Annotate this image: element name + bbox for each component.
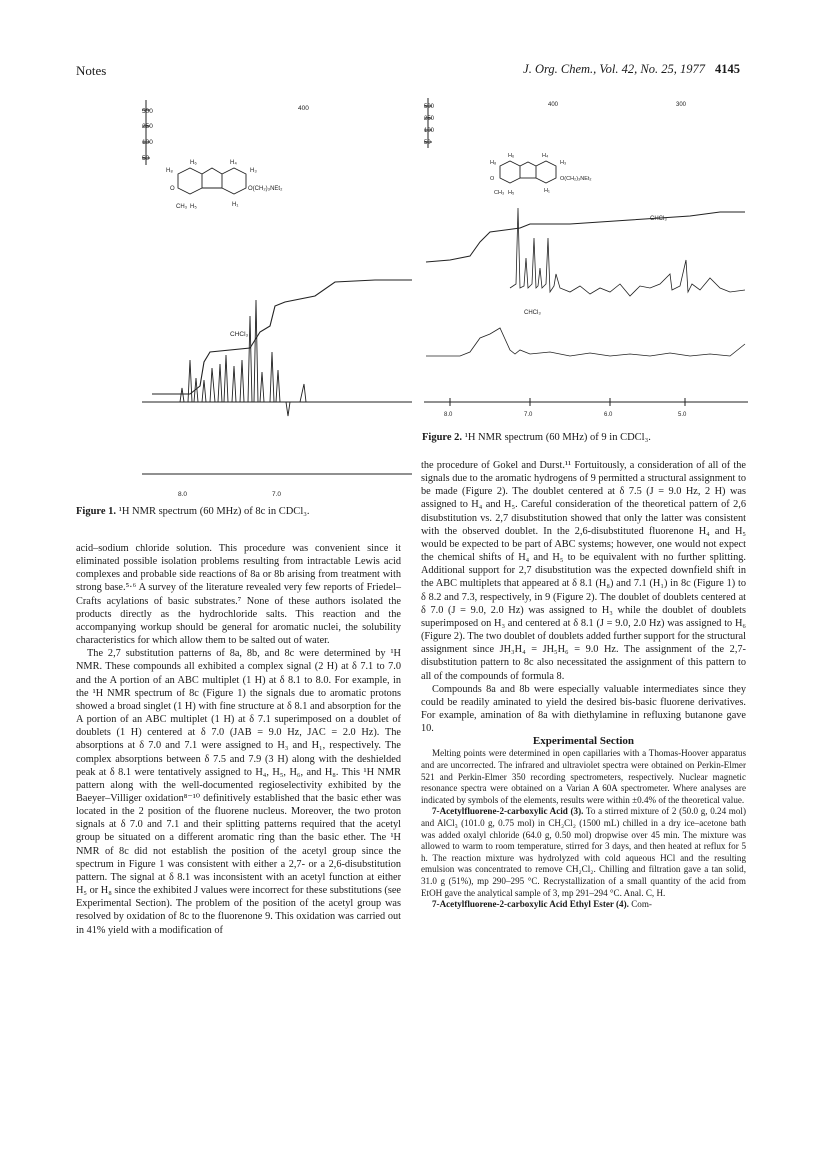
structure-label: H₅ — [190, 204, 197, 210]
figure-1-caption — [76, 505, 406, 518]
structure-label: O — [490, 176, 495, 182]
structure-label: H₁ — [232, 202, 239, 208]
structure-label: H₁ — [544, 188, 550, 194]
axis-tick-label: 7.0 — [272, 491, 282, 498]
running-head-section: Notes — [76, 63, 107, 78]
figure-1-spectrum — [120, 90, 420, 500]
structure-label: CH₃ — [494, 190, 505, 196]
frequency-label: 400 — [298, 105, 309, 112]
caption-text: ¹H NMR spectrum (60 MHz) of 9 in CDCl₃. — [464, 432, 651, 443]
structure-label: H₄ — [542, 153, 549, 159]
experimental-paragraph — [421, 899, 746, 911]
caption-label: Figure 2. — [422, 432, 463, 443]
journal-citation: J. Org. Chem., Vol. 42, No. 25, 1977 — [523, 62, 705, 76]
nmr-spectrum-2-svg — [420, 88, 750, 428]
solvent-peak-label: CHCl₃ — [650, 216, 667, 222]
section-heading: Experimental Section — [532, 735, 635, 748]
scale-label: 500 — [424, 104, 435, 110]
paragraph: the procedure of Gokel and Durst.¹¹ Fortuitously, a consideration of all of the signals due to the aromatic hydrogens of 9 permitted a structural assignment to be made (Figure 2). The doublet centered at δ 7.5 (J = 9.0 Hz, 2 H) was assigned to H₄ and H₅. Careful consideration of the theoretical pattern of 2,6 disubstitution vs. 2,7 disubstitution showed that only the latter was consistent with the observed doublet. In the 2,6-disubstituted fluorenone H₄ and H₅ would be expected to be part of ABC systems; however, one would not expect the chemical shifts of H₄ and H₅ to be equivalent with no further splitting. Additional support for 2,7 disubstitution was the expected downfield shift in the ABC multiplets that appeared at δ 8.1 (H₈) and 7.1 (H₁) in 8c (Figure 1) to δ 8.2 and 7.3, respectively, in 9 (Figure 2). The doublet of doublets centered at δ 7.0 (J = 9.0, 2.0 Hz) was assigned to H₃ while the doublet of doublets superimposed on H₃ and centered at δ 8.1 (J = 9.0, 2.0 Hz) was assigned to H₆ (Figure 2). The two doublet of doublets added further support for the structural assignment since JH₃H₄ = JH₅H₆ = 9.0 Hz. The assignment of the 2,7-disubstitution pattern to 8c also necessitated the assignment of this pattern to all of the compounds of formula 8. — [421, 460, 746, 682]
solvent-peak-label: CHCl₃ — [524, 310, 541, 316]
procedure-text: Com- — [631, 899, 652, 910]
scale-label: 100 — [424, 128, 435, 134]
structure-label: H₆ — [508, 153, 515, 159]
paragraph: acid–sodium chloride solution. This procedure was convenient since it eliminated possible isolation problems resulting from intractable Lewis acid complexes and probable side reactions of 8a or 8b arising from treatment with strong base.⁵·⁶ A survey of the literature revealed very few reports of Friedel–Crafts acylations of basic substrates.⁷ None of these authors isolated the products directly as the hydrochloride salts. This reaction and the accompanying workup should be general for aromatic nuclei, the solubility characteristics for which allow them to be salted out of water. — [76, 543, 401, 647]
axis-tick-label: 8.0 — [178, 491, 188, 498]
paragraph: The 2,7 substitution patterns of 8a, 8b, and 8c were determined by ¹H NMR. These compounds all exhibited a complex signal (2 H) at δ 7.1 to 7.0 and the A portion of an ABC multiplet (1 H) at δ 8.1 to 8.0. For example, in the ¹H NMR spectrum of 8c (Figure 1) the signals due to aromatic protons showed a broad singlet (1 H) with fine structure at δ 8.1 and absorption for the A portion of an ABC multiplet (1 H) at δ 7.1 superimposed on a doublet of doublets (1 H) centered at δ 7.0 (JAB = 9.0 Hz, JAC = 2.0 Hz). The absorptions at δ 7.0 and 7.1 were assigned to H₃ and H₁, respectively. The complex absorptions between δ 7.5 and 7.9 (3 H) along with the deshielded peak at δ 8.1 were tentatively assigned to H₄, H₅, H₆, and H₈. This ¹H NMR pattern along with the well-documented regioselectivity exhibited by the Baeyer–Villiger oxidation⁸⁻¹⁰ definitively established that the basic ether was located in the 2 position of the fluorene nucleus. Moreover, the two proton signals at δ 7.0 and 7.1 and their splitting patterns required that the acetyl group be situated on a different aromatic ring than the basic ether. The ¹H NMR of 8c did not establish the position of the acetyl group since the spectrum in Figure 1 was consistent with either a 2,7- or a 2,6-disubstitution pattern. The signal at δ 8.1 was inconsistent with an acetyl function at either H₅ or H₈ since the exhibited J values were incorrect for these substitutions (see Experimental Section). The problem of the position of the acetyl group was resolved by oxidation of 8c to the fluorenone 9. This oxidation was carried out in 41% yield with a modification of — [76, 648, 401, 936]
structure-label: H₃ — [250, 168, 257, 174]
compound-heading: 7-Acetylfluorene-2-carboxylic Acid (3). — [432, 806, 584, 817]
experimental-paragraph — [421, 806, 746, 899]
caption-text: ¹H NMR spectrum (60 MHz) of 8c in CDCl₃. — [118, 506, 310, 517]
structure-label: H₅ — [508, 190, 515, 196]
page-number: 4145 — [715, 62, 740, 76]
structure-label: H₄ — [230, 160, 237, 166]
experimental-paragraph: Melting points were determined in open capillaries with a Thomas-Hoover apparatus and are uncorrected. The infrared and ultraviolet spectra were obtained on Perkin-Elmer 521 and Perkin-Elmer 350 recording spectrometers, respectively. Nuclear magnetic resonance spectra were obtained on a Varian A 60A spectrometer. Where analyses are indicated by symbols of the elements, results were within ±0.4% of the theoretical value. — [421, 748, 746, 805]
procedure-text: To a stirred mixture of 2 (50.0 g, 0.24 mol) and AlCl₃ (101.0 g, 0.75 mol) in CH₂Cl₂ (1500 mL) chilled in a dry ice–acetone bath was added oxalyl chloride (64.0 g, 0.50 mol) dropwise over 45 min. The mixture was allowed to warm to room temperature, stirred for 3 days, and then heated at reflux for 5 h. The reaction mixture was hydrolyzed with cold aqueous HCl and the resulting emulsion was concentrated to remove CH₂Cl₂. Chilling and filtration gave a tan solid, 31.0 g (51%), mp 290–295 °C. Recrystallization of a small quantity of the acid from EtOH gave the analytical sample of 3, mp 291–294 °C. Anal. C, H. — [421, 806, 746, 898]
scale-label: 250 — [424, 116, 435, 122]
structure-label: O(CH₂)₃NEt₂ — [248, 186, 283, 192]
right-text-column — [421, 459, 746, 911]
running-head-journal — [523, 62, 740, 77]
compound-heading: 7-Acetylfluorene-2-carboxylic Acid Ethyl Ester (4). — [432, 899, 629, 910]
fluorene-structure-1 — [178, 168, 246, 194]
structure-label: CH₃ — [176, 204, 188, 210]
fluorene-structure-2 — [500, 161, 556, 183]
structure-label: O(CH₂)₃NEt₂ — [560, 176, 592, 182]
axis-tick-label: 8.0 — [444, 412, 453, 418]
left-text-column — [76, 542, 401, 937]
frequency-label: 300 — [676, 102, 687, 108]
structure-label: H₈ — [490, 160, 497, 166]
solvent-peak-label: CHCl₃ — [230, 331, 249, 338]
structure-label: H₈ — [166, 168, 173, 174]
figure-2-caption — [422, 431, 742, 444]
scale-label: 50 — [424, 140, 431, 146]
caption-label: Figure 1. — [76, 506, 117, 517]
scale-label: 250 — [142, 123, 153, 130]
experimental-section — [421, 748, 746, 910]
axis-tick-label: 6.0 — [604, 412, 613, 418]
scale-label: 50 — [142, 155, 150, 162]
structure-label: H₆ — [190, 160, 197, 166]
structure-label: H₃ — [560, 160, 567, 166]
scale-label: 500 — [142, 108, 153, 115]
figure-2-spectrum — [420, 88, 750, 428]
paragraph: Compounds 8a and 8b were especially valuable intermediates since they could be readily aminated to yield the desired bis-basic fluorene derivatives. For example, amination of 8a with diethylamine in refluxing butanone gave 10. — [421, 683, 746, 735]
scale-label: 100 — [142, 139, 153, 146]
structure-label: O — [170, 186, 175, 192]
frequency-label: 400 — [548, 102, 559, 108]
axis-tick-label: 5.0 — [678, 412, 687, 418]
axis-tick-label: 7.0 — [524, 412, 533, 418]
nmr-spectrum-1-svg — [120, 90, 420, 500]
